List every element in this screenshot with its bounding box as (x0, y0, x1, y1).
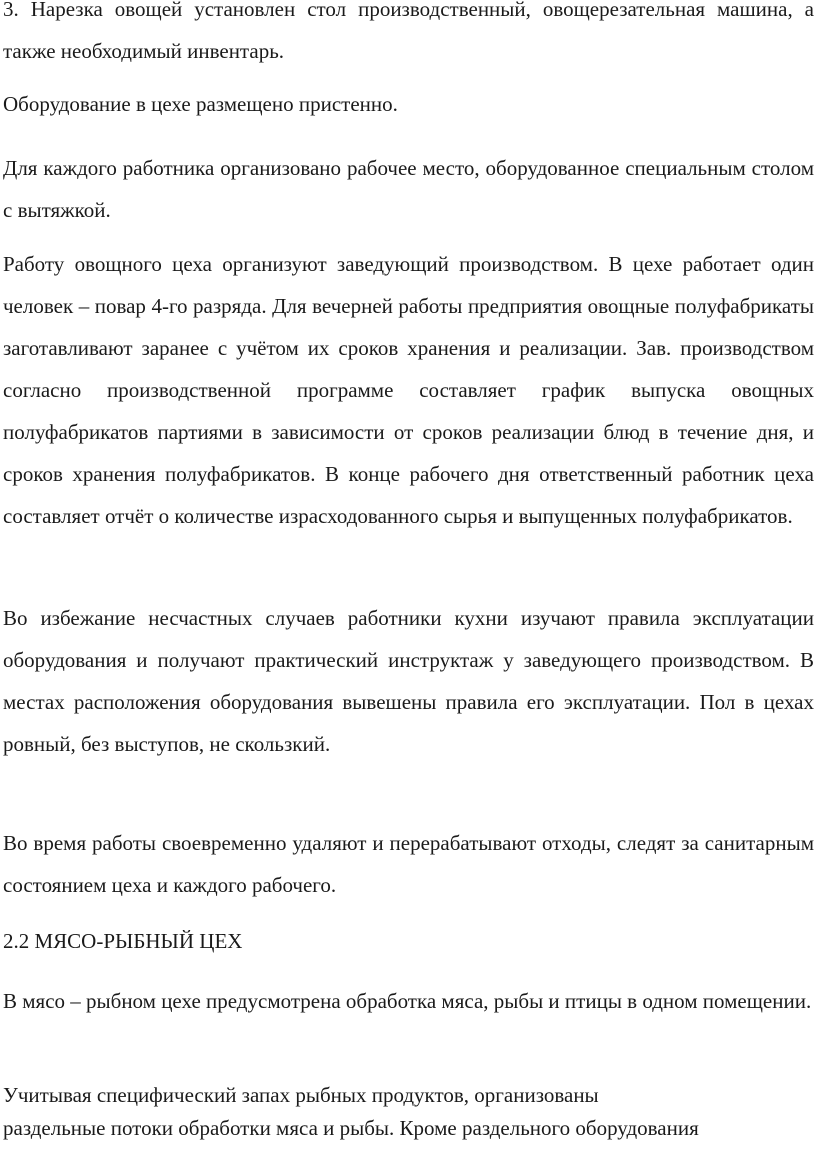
paragraph-meat-fish-shop: В мясо – рыбном цехе предусмотрена обработка мяса, рыбы и птицы в одном помещении. (3, 989, 812, 1013)
paragraph-equipment-placement: Оборудование в цехе размещено пристенно. (3, 92, 398, 116)
paragraph-line: Учитывая специфический запах рыбных продуктов, организованы (3, 1083, 599, 1107)
paragraph-shop-organization: Работу овощного цеха организуют заведующий производством. В цехе работает один человек – повар 4-го разряда. Для вечерней работы предприятия овощные полуфабрикаты заготавливают заранее с учётом их сроков хранения и реализации. Зав. производством согласно производственной программе составляет график выпуска овощных полуфабрикатов партиями в зависимости от сроков реализации блюд в течение дня, и сроков хранения полуфабрикатов. В конце рабочего дня ответственный работник цеха составляет отчёт о количестве израсходованного сырья и выпущенных полуфабрикатов. (3, 252, 814, 528)
paragraph-vegetable-cutting: 3. Нарезка овощей установлен стол производственный, овощерезательная машина, а также необходимый инвентарь. (3, 0, 814, 63)
section-heading: 2.2 МЯСО-РЫБНЫЙ ЦЕХ (3, 929, 243, 953)
paragraph-separate-flows (3, 1079, 814, 1145)
paragraph-safety: Во избежание несчастных случаев работники кухни изучают правила эксплуатации оборудования и получают практический инструктаж у заведующего производством. В местах расположения оборудования вывешены правила его эксплуатации. Пол в цехах ровный, без выступов, не скользкий. (3, 606, 814, 756)
paragraph-waste-removal: Во время работы своевременно удаляют и перерабатывают отходы, следят за санитарным состоянием цеха и каждого рабочего. (3, 831, 814, 897)
paragraph-line: раздельные потоки обработки мяса и рыбы. Кроме раздельного оборудования (3, 1116, 699, 1140)
paragraph-workplace: Для каждого работника организовано рабочее место, оборудованное специальным столом с вытяжкой. (3, 156, 814, 222)
